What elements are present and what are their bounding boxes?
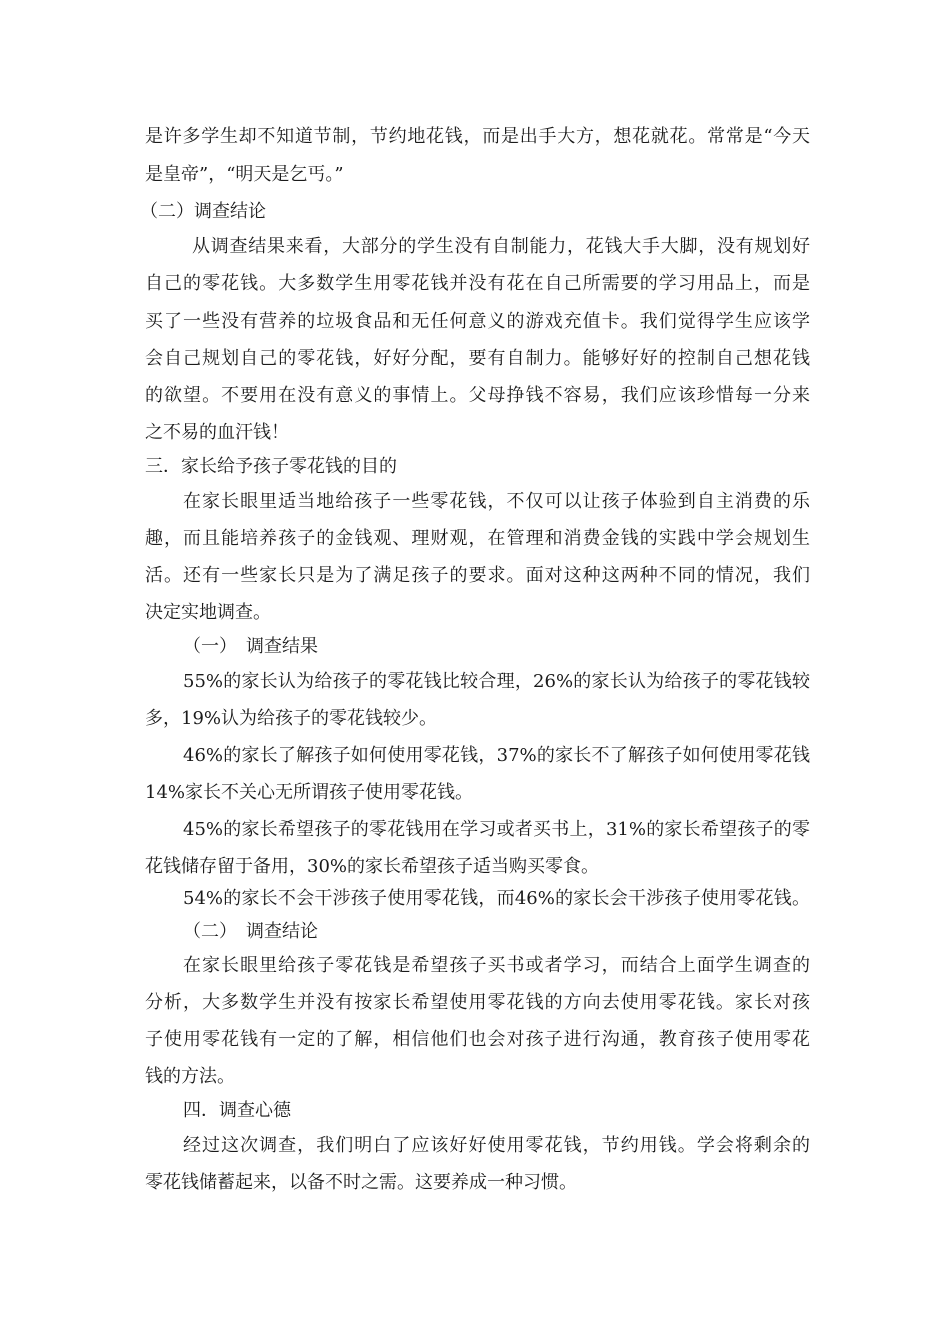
text-line: 活。还有一些家长只是为了满足孩子的要求。面对这种这两种不同的情况，我们	[145, 565, 810, 586]
text-line: 买了一些没有营养的垃圾食品和无任何意义的游戏充值卡。我们觉得学生应该学	[145, 311, 810, 332]
text-line: 钱的方法。	[145, 1066, 235, 1087]
text-line: 55%的家长认为给孩子的零花钱比较合理，26%的家长认为给孩子的零花钱较	[183, 671, 810, 692]
subsection-heading: （一） 调查结果	[183, 636, 318, 657]
text-line: 趣，而且能培养孩子的金钱观、理财观，在管理和消费金钱的实践中学会规划生	[145, 528, 810, 549]
text-line: 14%家长不关心无所谓孩子使用零花钱。	[145, 782, 474, 803]
text-line: 54%的家长不会干涉孩子使用零花钱，而46%的家长会干涉孩子使用零花钱。	[183, 888, 810, 909]
text-line: 多，19%认为给孩子的零花钱较少。	[145, 708, 438, 729]
text-line: 决定实地调查。	[145, 602, 271, 623]
text-line: 在家长眼里给孩子零花钱是希望孩子买书或者学习，而结合上面学生调查的	[183, 955, 810, 976]
text-line: 花钱储存留于备用，30%的家长希望孩子适当购买零食。	[145, 856, 600, 877]
text-line: 是许多学生却不知道节制，节约地花钱，而是出手大方，想花就花。常常是“今天	[145, 126, 810, 147]
section-heading: 四．调查心德	[183, 1100, 291, 1121]
section-heading: 三．家长给予孩子零花钱的目的	[145, 456, 397, 477]
text-line: 46%的家长了解孩子如何使用零花钱，37%的家长不了解孩子如何使用零花钱	[183, 745, 810, 766]
text-line: 之不易的血汗钱！	[145, 422, 289, 443]
text-line: 从调查结果来看，大部分的学生没有自制能力，花钱大手大脚，没有规划好	[192, 236, 810, 257]
subsection-heading: （二） 调查结论	[183, 921, 318, 942]
text-line: 在家长眼里适当地给孩子一些零花钱，不仅可以让孩子体验到自主消费的乐	[183, 491, 810, 512]
text-line: 分析，大多数学生并没有按家长希望使用零花钱的方向去使用零花钱。家长对孩	[145, 992, 810, 1013]
text-line: 是皇帝”，“明天是乞丐。”	[145, 164, 344, 185]
section-heading: （二）调查结论	[140, 201, 266, 222]
text-line: 经过这次调查，我们明白了应该好好使用零花钱，节约用钱。学会将剩余的	[183, 1135, 810, 1156]
text-line: 零花钱储蓄起来，以备不时之需。这要养成一种习惯。	[145, 1172, 577, 1193]
text-line: 自己的零花钱。大多数学生用零花钱并没有花在自己所需要的学习用品上，而是	[145, 273, 810, 294]
text-line: 会自己规划自己的零花钱，好好分配，要有自制力。能够好好的控制自己想花钱	[145, 348, 810, 369]
text-line: 的欲望。不要用在没有意义的事情上。父母挣钱不容易，我们应该珍惜每一分来	[145, 385, 810, 406]
text-line: 子使用零花钱有一定的了解，相信他们也会对孩子进行沟通，教育孩子使用零花	[145, 1029, 810, 1050]
text-line: 45%的家长希望孩子的零花钱用在学习或者买书上，31%的家长希望孩子的零	[183, 819, 810, 840]
